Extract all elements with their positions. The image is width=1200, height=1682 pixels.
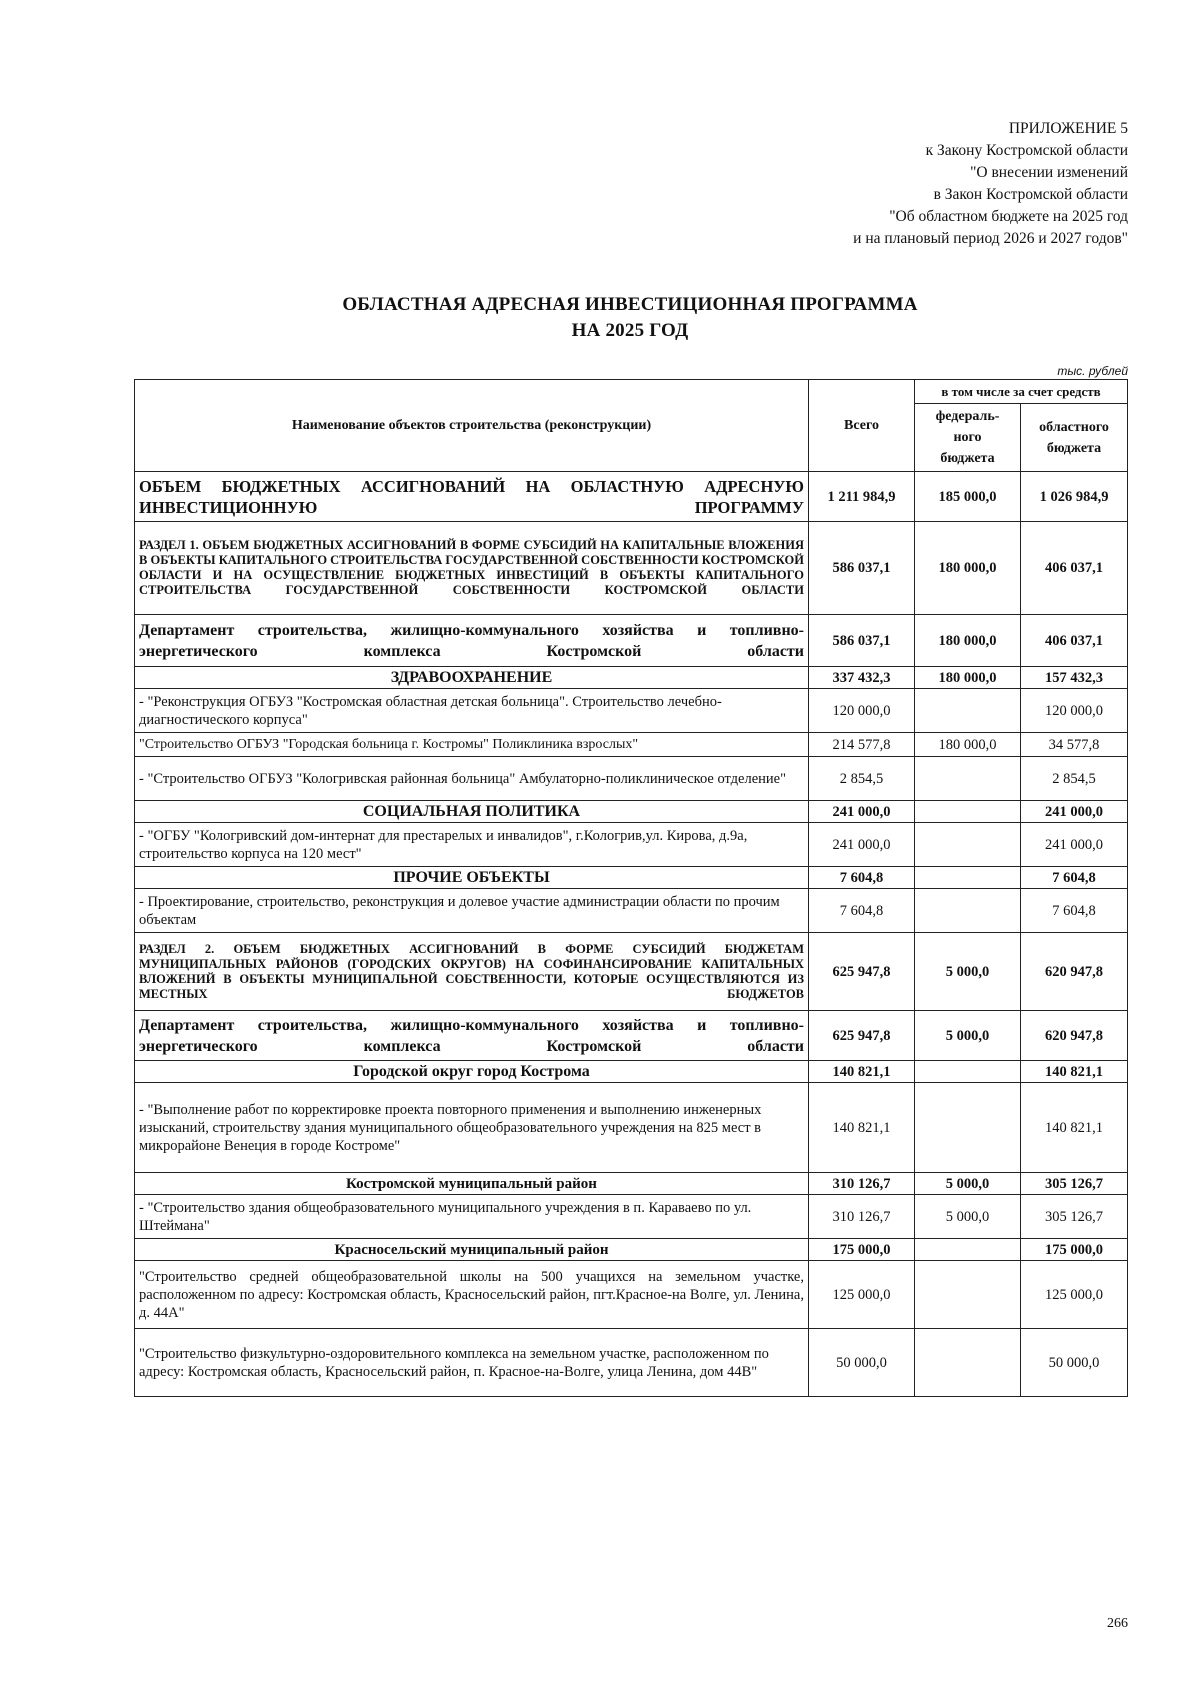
row-name: - "Строительство ОГБУЗ "Кологривская районная больница" Амбулаторно-поликлиническое отделение" bbox=[135, 757, 809, 801]
row-name: "Строительство физкультурно-оздоровительного комплекса на земельном участке, расположенном по адресу: Костромская область, Красносельский район, п. Красное-на-Волге, улица Ленина, дом 44В" bbox=[135, 1329, 809, 1397]
row-name: - "Строительство здания общеобразовательного муниципального учреждения в п. Караваево по ул. Штеймана" bbox=[135, 1195, 809, 1239]
row-total: 625 947,8 bbox=[809, 933, 915, 1011]
row-federal: 180 000,0 bbox=[915, 667, 1021, 689]
row-federal bbox=[915, 689, 1021, 733]
table-row bbox=[135, 472, 1128, 522]
row-federal bbox=[915, 757, 1021, 801]
row-total: 310 126,7 bbox=[809, 1195, 915, 1239]
row-total: 337 432,3 bbox=[809, 667, 915, 689]
table-row bbox=[135, 1083, 1128, 1173]
row-name: Городской округ город Кострома bbox=[135, 1061, 809, 1083]
row-regional: 7 604,8 bbox=[1021, 889, 1128, 933]
header-regional-budget: областного бюджета bbox=[1021, 404, 1128, 472]
appendix-line: ПРИЛОЖЕНИЕ 5 bbox=[1008, 120, 1128, 137]
row-regional: 7 604,8 bbox=[1021, 867, 1128, 889]
header-object-name: Наименование объектов строительства (реконструкции) bbox=[135, 380, 809, 472]
row-regional: 157 432,3 bbox=[1021, 667, 1128, 689]
row-federal: 185 000,0 bbox=[915, 472, 1021, 522]
row-name: Красносельский муниципальный район bbox=[135, 1239, 809, 1261]
row-regional: 140 821,1 bbox=[1021, 1061, 1128, 1083]
row-total: 175 000,0 bbox=[809, 1239, 915, 1261]
row-name: ПРОЧИЕ ОБЪЕКТЫ bbox=[135, 867, 809, 889]
row-regional: 125 000,0 bbox=[1021, 1261, 1128, 1329]
row-name: "Строительство средней общеобразовательной школы на 500 учащихся на земельном участке, расположенном по адресу: Костромская область, Красносельский район, пгт.Красное-на Волге, ул. Ленина, д. 44А" bbox=[135, 1261, 809, 1329]
row-total: 586 037,1 bbox=[809, 522, 915, 615]
page-number: 266 bbox=[1107, 1616, 1128, 1631]
row-federal bbox=[915, 1083, 1021, 1173]
table-row bbox=[135, 933, 1128, 1011]
row-federal: 5 000,0 bbox=[915, 1195, 1021, 1239]
row-name: РАЗДЕЛ 2. ОБЪЕМ БЮДЖЕТНЫХ АССИГНОВАНИЙ В ФОРМЕ СУБСИДИЙ БЮДЖЕТАМ МУНИЦИПАЛЬНЫХ РАЙОНОВ (ГОРОДСКИХ ОКРУГОВ) НА СОФИНАНСИРОВАНИЕ КАПИТАЛЬНЫХ ВЛОЖЕНИЙ В ОБЪЕКТЫ МУНИЦИПАЛЬНОЙ СОБСТВЕННОСТИ, КОТОРЫЕ ОСУЩЕСТВЛЯЮТСЯ ИЗ МЕСТНЫХ БЮДЖЕТОВ bbox=[135, 933, 809, 1011]
row-federal: 5 000,0 bbox=[915, 1173, 1021, 1195]
row-federal bbox=[915, 1329, 1021, 1397]
row-federal bbox=[915, 1239, 1021, 1261]
row-federal: 5 000,0 bbox=[915, 1011, 1021, 1061]
row-regional: 305 126,7 bbox=[1021, 1195, 1128, 1239]
table-row bbox=[135, 801, 1128, 823]
table-row bbox=[135, 1329, 1128, 1397]
row-federal bbox=[915, 889, 1021, 933]
appendix-line: "Об областном бюджете на 2025 год bbox=[889, 208, 1128, 225]
row-total: 241 000,0 bbox=[809, 801, 915, 823]
row-total: 1 211 984,9 bbox=[809, 472, 915, 522]
table-row bbox=[135, 1195, 1128, 1239]
appendix-line: и на плановый период 2026 и 2027 годов" bbox=[853, 230, 1128, 247]
row-total: 140 821,1 bbox=[809, 1083, 915, 1173]
row-total: 2 854,5 bbox=[809, 757, 915, 801]
row-name: Костромской муниципальный район bbox=[135, 1173, 809, 1195]
row-total: 7 604,8 bbox=[809, 889, 915, 933]
row-name: - "ОГБУ "Кологривский дом-интернат для престарелых и инвалидов", г.Кологрив,ул. Кирова, д.9а, строительство корпуса на 120 мест" bbox=[135, 823, 809, 867]
row-total: 140 821,1 bbox=[809, 1061, 915, 1083]
row-total: 125 000,0 bbox=[809, 1261, 915, 1329]
row-regional: 1 026 984,9 bbox=[1021, 472, 1128, 522]
row-regional: 175 000,0 bbox=[1021, 1239, 1128, 1261]
row-regional: 2 854,5 bbox=[1021, 757, 1128, 801]
row-name: - "Выполнение работ по корректировке проекта повторного применения и выполнению инженерных изысканий, строительству здания муниципального общеобразовательного учреждения на 825 мест в микрорайоне Венеция в городе Костроме" bbox=[135, 1083, 809, 1173]
table-row bbox=[135, 1011, 1128, 1061]
document-title bbox=[130, 292, 1130, 344]
row-regional: 241 000,0 bbox=[1021, 801, 1128, 823]
row-regional: 620 947,8 bbox=[1021, 933, 1128, 1011]
row-federal: 180 000,0 bbox=[915, 733, 1021, 757]
appendix-line: к Закону Костромской области bbox=[925, 142, 1128, 159]
header-including: в том числе за счет средств bbox=[915, 380, 1128, 404]
appendix-header bbox=[608, 118, 1128, 250]
document-title-line-1: ОБЛАСТНАЯ АДРЕСНАЯ ИНВЕСТИЦИОННАЯ ПРОГРАММА bbox=[342, 294, 918, 315]
row-name: РАЗДЕЛ 1. ОБЪЕМ БЮДЖЕТНЫХ АССИГНОВАНИЙ В ФОРМЕ СУБСИДИЙ НА КАПИТАЛЬНЫЕ ВЛОЖЕНИЯ В ОБЪЕКТЫ КАПИТАЛЬНОГО СТРОИТЕЛЬСТВА ГОСУДАРСТВЕННОЙ СОБСТВЕННОСТИ КОСТРОМСКОЙ ОБЛАСТИ И НА ОСУЩЕСТВЛЕНИЕ БЮДЖЕТНЫХ ИНВЕСТИЦИЙ В ОБЪЕКТЫ КАПИТАЛЬНОГО СТРОИТЕЛЬСТВА ГОСУДАРСТВЕННОЙ СОБСТВЕННОСТИ КОСТРОМСКОЙ ОБЛАСТИ bbox=[135, 522, 809, 615]
document-title-line-2: НА 2025 ГОД bbox=[571, 320, 689, 341]
row-total: 310 126,7 bbox=[809, 1173, 915, 1195]
row-federal: 180 000,0 bbox=[915, 615, 1021, 667]
row-total: 586 037,1 bbox=[809, 615, 915, 667]
row-name: Департамент строительства, жилищно-коммунального хозяйства и топливно-энергетического комплекса Костромской области bbox=[135, 615, 809, 667]
row-regional: 305 126,7 bbox=[1021, 1173, 1128, 1195]
row-total: 50 000,0 bbox=[809, 1329, 915, 1397]
table-row bbox=[135, 889, 1128, 933]
header-federal-budget: федераль- ного бюджета bbox=[915, 404, 1021, 472]
appendix-line: "О внесении изменений bbox=[970, 164, 1128, 181]
row-name: "Строительство ОГБУЗ "Городская больница г. Костромы" Поликлиника взрослых" bbox=[135, 733, 809, 757]
row-name: Департамент строительства, жилищно-коммунального хозяйства и топливно-энергетического комплекса Костромской области bbox=[135, 1011, 809, 1061]
row-regional: 120 000,0 bbox=[1021, 689, 1128, 733]
table-row bbox=[135, 867, 1128, 889]
table-row bbox=[135, 1061, 1128, 1083]
table-row bbox=[135, 823, 1128, 867]
row-total: 120 000,0 bbox=[809, 689, 915, 733]
row-regional: 241 000,0 bbox=[1021, 823, 1128, 867]
table-row bbox=[135, 522, 1128, 615]
row-total: 241 000,0 bbox=[809, 823, 915, 867]
row-total: 7 604,8 bbox=[809, 867, 915, 889]
row-federal bbox=[915, 801, 1021, 823]
table-row bbox=[135, 733, 1128, 757]
row-federal bbox=[915, 823, 1021, 867]
row-total: 625 947,8 bbox=[809, 1011, 915, 1061]
row-regional: 34 577,8 bbox=[1021, 733, 1128, 757]
row-regional: 406 037,1 bbox=[1021, 615, 1128, 667]
row-name: ЗДРАВООХРАНЕНИЕ bbox=[135, 667, 809, 689]
appendix-line: в Закон Костромской области bbox=[933, 186, 1128, 203]
table-row bbox=[135, 615, 1128, 667]
row-name: - "Реконструкция ОГБУЗ "Костромская областная детская больница". Строительство лечебно-диагностического корпуса" bbox=[135, 689, 809, 733]
table-row bbox=[135, 689, 1128, 733]
row-regional: 50 000,0 bbox=[1021, 1329, 1128, 1397]
table-row bbox=[135, 667, 1128, 689]
table-row bbox=[135, 757, 1128, 801]
row-name: - Проектирование, строительство, реконструкция и долевое участие администрации области по прочим объектам bbox=[135, 889, 809, 933]
row-total: 214 577,8 bbox=[809, 733, 915, 757]
row-federal bbox=[915, 867, 1021, 889]
row-name: СОЦИАЛЬНАЯ ПОЛИТИКА bbox=[135, 801, 809, 823]
row-federal: 5 000,0 bbox=[915, 933, 1021, 1011]
row-federal bbox=[915, 1261, 1021, 1329]
table-row bbox=[135, 1239, 1128, 1261]
row-federal: 180 000,0 bbox=[915, 522, 1021, 615]
row-federal bbox=[915, 1061, 1021, 1083]
row-regional: 620 947,8 bbox=[1021, 1011, 1128, 1061]
table-row bbox=[135, 1173, 1128, 1195]
header-total: Всего bbox=[809, 380, 915, 472]
row-regional: 406 037,1 bbox=[1021, 522, 1128, 615]
units-label: тыс. рублей bbox=[1057, 364, 1128, 378]
investment-program-table bbox=[134, 379, 1128, 1397]
table-row bbox=[135, 1261, 1128, 1329]
row-name: ОБЪЕМ БЮДЖЕТНЫХ АССИГНОВАНИЙ НА ОБЛАСТНУЮ АДРЕСНУЮ ИНВЕСТИЦИОННУЮ ПРОГРАММУ bbox=[135, 472, 809, 522]
row-regional: 140 821,1 bbox=[1021, 1083, 1128, 1173]
